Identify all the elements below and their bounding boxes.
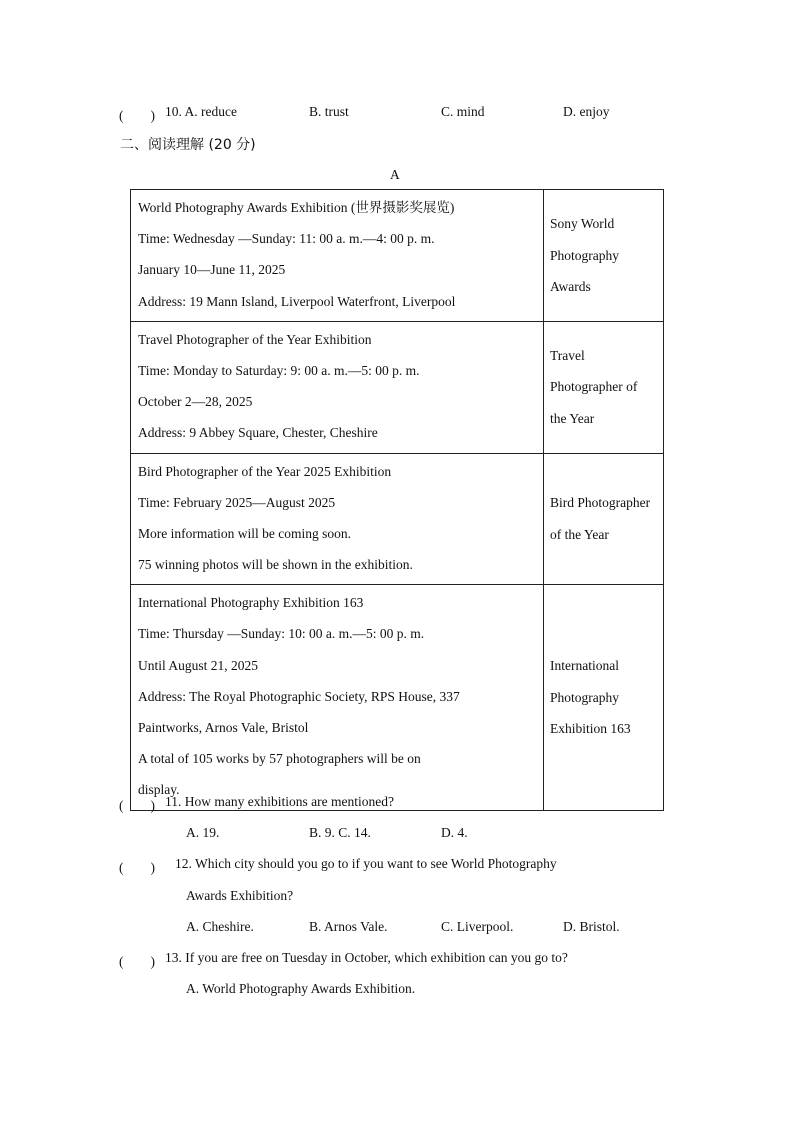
question-stem: 11. How many exhibitions are mentioned? <box>165 794 394 809</box>
name-line: Exhibition 163 <box>550 721 631 737</box>
info-line: Address: 9 Abbey Square, Chester, Cheshire <box>138 425 378 441</box>
info-line: More information will be coming soon. <box>138 525 351 541</box>
option-a: A. 19. <box>186 825 220 840</box>
option-a: A. Cheshire. <box>186 919 254 934</box>
table-row <box>131 453 664 585</box>
option-c: C. mind <box>441 104 485 119</box>
info-line: World Photography Awards Exhibition (世界摄影奖展览) <box>138 200 455 215</box>
info-line: Travel Photographer of the Year Exhibition <box>138 331 372 347</box>
question-stem: 12. Which city should you go to if you want to see World Photography <box>175 856 557 871</box>
info-line: Paintworks, Arnos Vale, Bristol <box>138 720 309 735</box>
exhibition-name <box>544 321 664 453</box>
name-line: Sony World <box>550 216 615 232</box>
info-line: International Photography Exhibition 163 <box>138 595 364 611</box>
info-line: Time: Monday to Saturday: 9: 00 a. m.—5: 00 p. m. <box>138 362 420 378</box>
question-stem: 13. If you are free on Tuesday in October, which exhibition can you go to? <box>165 950 568 965</box>
info-line: Time: Thursday —Sunday: 10: 00 a. m.—5: 00 p. m. <box>138 626 425 642</box>
exhibition-info <box>131 321 544 453</box>
name-line: the Year <box>550 410 595 426</box>
name-line: Photography <box>550 689 619 705</box>
answer-paren: ( ) <box>119 860 155 875</box>
exhibition-info <box>131 453 544 585</box>
option-c: C. Liverpool. <box>441 919 514 934</box>
info-line: A total of 105 works by 57 photographers will be on <box>138 751 421 767</box>
name-line: Awards <box>550 279 591 295</box>
name-line: International <box>550 658 619 674</box>
table-row <box>131 585 664 810</box>
table-row <box>131 321 664 453</box>
exhibition-info <box>131 190 544 322</box>
info-line: Time: Wednesday —Sunday: 11: 00 a. m.—4: 00 p. m. <box>138 231 435 247</box>
exhibition-name <box>544 585 664 810</box>
info-line: 75 winning photos will be shown in the exhibition. <box>138 557 413 573</box>
name-line: of the Year <box>550 526 609 542</box>
exhibitions-table <box>130 189 664 811</box>
exhibition-name <box>544 453 664 585</box>
exhibition-info <box>131 585 544 810</box>
option-b-c: B. 9. C. 14. <box>309 825 371 840</box>
answer-paren: ( ) <box>119 108 155 123</box>
info-line: Bird Photographer of the Year 2025 Exhibition <box>138 463 392 479</box>
option-d: D. Bristol. <box>563 919 620 934</box>
option-b: B. trust <box>309 104 349 119</box>
option-a: A. World Photography Awards Exhibition. <box>186 981 416 996</box>
question-stem: 10. A. reduce <box>165 104 237 119</box>
option-d: D. 4. <box>441 825 468 840</box>
question-stem-continued: Awards Exhibition? <box>186 888 294 903</box>
info-line: October 2—28, 2025 <box>138 394 253 410</box>
name-line: Photographer of <box>550 379 638 395</box>
option-d: D. enjoy <box>563 104 610 119</box>
option-b: B. Arnos Vale. <box>309 919 388 934</box>
info-line: Until August 21, 2025 <box>138 657 259 673</box>
info-line: Address: 19 Mann Island, Liverpool Waterfront, Liverpool <box>138 293 456 309</box>
answer-paren: ( ) <box>119 798 155 813</box>
info-line: Address: The Royal Photographic Society, RPS House, 337 <box>138 688 460 704</box>
name-line: Travel <box>550 347 585 363</box>
passage-label: A <box>390 167 400 182</box>
section-title: 二、阅读理解 (20 分) <box>120 137 256 153</box>
answer-paren: ( ) <box>119 954 155 969</box>
info-line: display. <box>138 782 180 798</box>
info-line: Time: February 2025—August 2025 <box>138 494 336 510</box>
name-line: Bird Photographer <box>550 495 651 511</box>
table-row <box>131 190 664 322</box>
exhibition-name <box>544 190 664 322</box>
name-line: Photography <box>550 247 619 263</box>
info-line: January 10—June 11, 2025 <box>138 262 286 278</box>
